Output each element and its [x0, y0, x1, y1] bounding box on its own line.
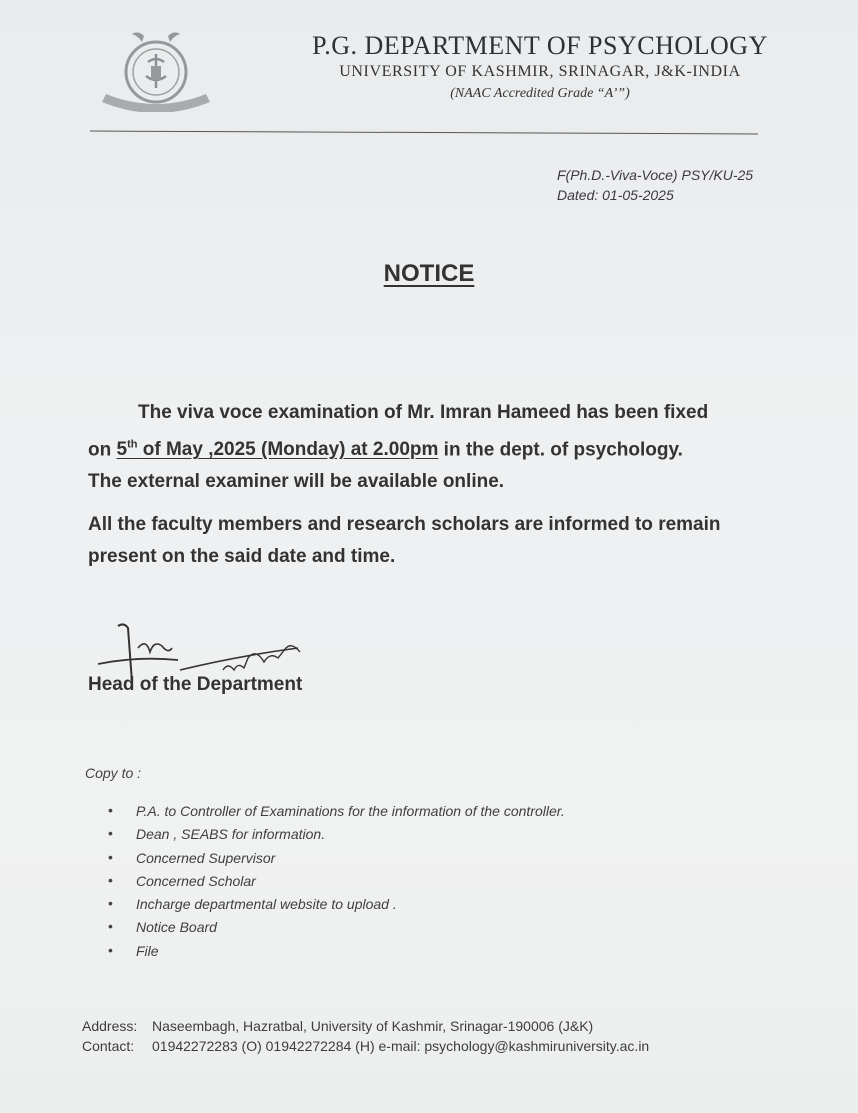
- reference-number: F(Ph.D.-Viva-Voce) PSY/KU-25: [557, 167, 754, 183]
- copy-to-label: Copy to :: [85, 765, 142, 781]
- reference-date: Dated: 01-05-2025: [557, 187, 674, 203]
- p1-line-1: The viva voce examination of Mr. Imran Hameed has been fixed: [138, 402, 709, 423]
- p1-line-3: The external examiner will be available online.: [88, 471, 505, 493]
- reference-block: [557, 165, 753, 205]
- notice-title-text: NOTICE: [383, 260, 475, 287]
- list-item: • Dean , SEABS for information.: [108, 826, 565, 849]
- footer: [82, 1016, 649, 1056]
- list-item: • Concerned Scholar: [108, 873, 565, 896]
- list-item: • Incharge departmental website to upload .: [108, 896, 565, 919]
- address-label: Address:: [82, 1018, 138, 1034]
- exam-date-time: [117, 439, 439, 460]
- p1-line-2-lead: on: [88, 439, 117, 461]
- list-item: • Notice Board: [108, 919, 565, 942]
- p2-line-2: present on the said date and time.: [88, 546, 396, 567]
- notice-paragraph-2: [88, 509, 778, 573]
- list-item: • Concerned Supervisor: [108, 850, 565, 873]
- signature-block: [88, 618, 388, 698]
- p1-line-2: [88, 429, 778, 466]
- address-line: [82, 1016, 649, 1036]
- header-divider: [90, 131, 758, 135]
- exam-venue: in the dept. of psychology.: [438, 439, 683, 461]
- notice-title: [0, 260, 858, 288]
- contact-line: [82, 1036, 649, 1056]
- list-item: • File: [108, 943, 565, 966]
- contact-text: 01942272283 (O) 01942272284 (H) e-mail: psychology@kashmiruniversity.ac.in: [152, 1038, 650, 1054]
- list-item: • P.A. to Controller of Examinations for the information of the controller.: [108, 803, 565, 826]
- exam-month-time: of May ,2025 (Monday) at 2.00pm: [137, 439, 439, 461]
- notice-paragraph-1: [88, 397, 778, 498]
- address-text: Naseembagh, Hazratbal, University of Kashmir, Srinagar-190006 (J&K): [152, 1018, 594, 1034]
- p2-line-1: All the faculty members and research scholars are informed to remain: [88, 514, 721, 535]
- university-name: UNIVERSITY OF KASHMIR, SRINAGAR, J&K-INDIA: [339, 63, 741, 80]
- accreditation-line: (NAAC Accredited Grade “A’”): [450, 86, 630, 101]
- copy-to-list: [108, 803, 565, 966]
- exam-day: 5: [116, 439, 128, 461]
- university-seal-icon: [98, 28, 214, 112]
- department-name: P.G. DEPARTMENT OF PSYCHOLOGY: [312, 31, 768, 60]
- contact-label: Contact:: [82, 1038, 135, 1054]
- exam-day-suffix: th: [127, 439, 138, 451]
- signatory-title: Head of the Department: [88, 674, 303, 695]
